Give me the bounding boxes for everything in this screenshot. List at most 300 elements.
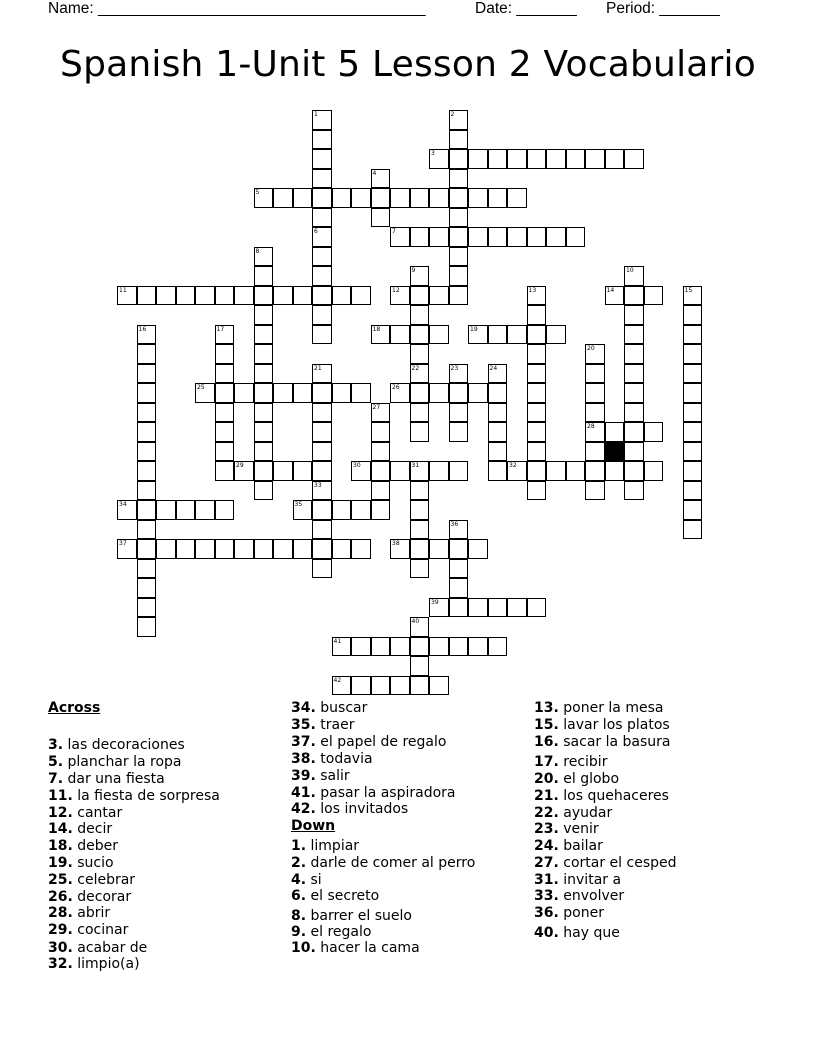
grid-cell[interactable] xyxy=(449,266,469,286)
clue-text: la fiesta de sorpresa xyxy=(72,788,220,804)
grid-cell[interactable] xyxy=(234,286,254,306)
grid-cell[interactable] xyxy=(215,442,235,462)
grid-cell[interactable] xyxy=(644,422,664,442)
clue-number: 20. xyxy=(534,771,559,787)
clue-number: 37. xyxy=(291,734,316,750)
grid-cell[interactable] xyxy=(410,305,430,325)
clue-number-label: 6 xyxy=(314,228,318,235)
grid-cell[interactable] xyxy=(312,559,332,579)
clue-number: 35. xyxy=(291,717,316,733)
clue-text: venir xyxy=(558,821,599,837)
grid-cell[interactable] xyxy=(410,188,430,208)
grid-cell[interactable] xyxy=(312,461,332,481)
grid-cell[interactable] xyxy=(468,539,488,559)
grid-cell[interactable] xyxy=(488,442,508,462)
grid-cell[interactable] xyxy=(527,364,547,384)
clue-number: 7. xyxy=(48,771,64,787)
page-title: Spanish 1-Unit 5 Lesson 2 Vocabulario xyxy=(60,44,756,85)
grid-cell[interactable] xyxy=(293,286,313,306)
grid-cell[interactable] xyxy=(429,286,449,306)
grid-cell[interactable] xyxy=(312,208,332,228)
grid-cell[interactable] xyxy=(351,383,371,403)
clue-text: hacer la cama xyxy=(315,940,420,956)
down-clue xyxy=(534,925,620,941)
grid-cell[interactable] xyxy=(410,539,430,559)
clue-number-label: 35 xyxy=(294,501,303,508)
grid-cell[interactable] xyxy=(624,383,644,403)
grid-cell[interactable] xyxy=(429,539,449,559)
grid-cell[interactable] xyxy=(254,305,274,325)
grid-cell[interactable] xyxy=(449,247,469,267)
grid-cell[interactable] xyxy=(137,461,157,481)
clue-number: 24. xyxy=(534,838,559,854)
clue-number-label: 24 xyxy=(489,364,498,372)
grid-cell[interactable] xyxy=(527,325,547,345)
grid-cell[interactable] xyxy=(410,500,430,520)
grid-cell[interactable] xyxy=(293,188,313,208)
grid-cell[interactable] xyxy=(176,500,196,520)
clue-number-label: 10 xyxy=(626,267,634,274)
grid-cell[interactable] xyxy=(410,383,430,403)
grid-cell[interactable] xyxy=(507,188,527,208)
grid-cell[interactable] xyxy=(254,422,274,442)
grid-cell[interactable] xyxy=(273,383,293,403)
grid-cell[interactable] xyxy=(215,403,235,423)
clue-number: 12. xyxy=(48,805,73,821)
grid-cell[interactable] xyxy=(507,598,527,618)
grid-cell[interactable] xyxy=(488,422,508,442)
grid-cell[interactable] xyxy=(371,422,391,442)
grid-cell[interactable] xyxy=(390,188,410,208)
grid-cell[interactable] xyxy=(254,481,274,501)
down-clue xyxy=(534,734,671,750)
grid-cell[interactable] xyxy=(137,403,157,423)
grid-cell[interactable] xyxy=(585,383,605,403)
grid-cell[interactable] xyxy=(605,149,625,169)
grid-cell[interactable] xyxy=(468,598,488,618)
grid-cell[interactable] xyxy=(566,227,586,247)
grid-cell[interactable] xyxy=(429,461,449,481)
grid-cell[interactable] xyxy=(137,442,157,462)
grid-cell[interactable] xyxy=(137,598,157,618)
grid-cell[interactable] xyxy=(410,344,430,364)
grid-cell[interactable] xyxy=(410,481,430,501)
down-heading: Down xyxy=(291,818,336,834)
grid-cell[interactable] xyxy=(449,598,469,618)
grid-cell[interactable] xyxy=(527,461,547,481)
clue-text: buscar xyxy=(315,700,368,716)
grid-cell[interactable] xyxy=(585,403,605,423)
across-clue xyxy=(48,788,220,804)
grid-cell[interactable] xyxy=(488,637,508,657)
grid-cell[interactable] xyxy=(683,344,703,364)
grid-cell[interactable] xyxy=(449,637,469,657)
down-clue xyxy=(291,872,322,888)
grid-cell[interactable] xyxy=(254,266,274,286)
clue-text: decorar xyxy=(72,889,132,905)
grid-cell[interactable] xyxy=(488,403,508,423)
grid-cell[interactable] xyxy=(527,305,547,325)
clue-text: las decoraciones xyxy=(63,737,185,753)
grid-cell[interactable] xyxy=(351,676,371,696)
grid-cell[interactable] xyxy=(137,286,157,306)
grid-cell[interactable] xyxy=(488,598,508,618)
grid-cell[interactable] xyxy=(449,383,469,403)
grid-cell[interactable] xyxy=(312,247,332,267)
grid-cell[interactable] xyxy=(156,286,176,306)
grid-cell[interactable] xyxy=(449,130,469,150)
grid-cell[interactable] xyxy=(468,383,488,403)
grid-cell[interactable] xyxy=(507,227,527,247)
down-clue xyxy=(291,940,420,956)
grid-cell[interactable] xyxy=(488,149,508,169)
grid-cell[interactable] xyxy=(410,656,430,676)
grid-cell[interactable] xyxy=(371,481,391,501)
grid-cell[interactable] xyxy=(254,325,274,345)
grid-cell[interactable] xyxy=(312,149,332,169)
grid-cell[interactable] xyxy=(546,149,566,169)
grid-cell[interactable] xyxy=(449,188,469,208)
grid-cell[interactable] xyxy=(624,442,644,462)
grid-cell[interactable] xyxy=(624,422,644,442)
grid-cell[interactable] xyxy=(410,422,430,442)
grid-cell[interactable] xyxy=(137,617,157,637)
grid-cell[interactable] xyxy=(137,520,157,540)
grid-cell[interactable] xyxy=(293,383,313,403)
down-clue xyxy=(534,855,677,871)
grid-cell[interactable] xyxy=(683,520,703,540)
grid-cell[interactable] xyxy=(390,676,410,696)
grid-cell[interactable] xyxy=(410,286,430,306)
down-clue xyxy=(291,908,412,924)
grid-cell[interactable] xyxy=(312,500,332,520)
grid-cell[interactable] xyxy=(390,325,410,345)
across-clue xyxy=(291,717,354,733)
down-clue xyxy=(534,821,599,837)
grid-cell[interactable] xyxy=(527,442,547,462)
grid-cell[interactable] xyxy=(234,383,254,403)
grid-cell[interactable] xyxy=(429,325,449,345)
grid-cell[interactable] xyxy=(215,422,235,442)
grid-cell[interactable] xyxy=(312,169,332,189)
grid-cell[interactable] xyxy=(312,286,332,306)
grid-cell[interactable] xyxy=(546,461,566,481)
across-clue xyxy=(48,821,112,837)
clue-number: 17. xyxy=(534,754,559,770)
grid-cell[interactable] xyxy=(605,422,625,442)
grid-cell[interactable] xyxy=(254,286,274,306)
grid-cell[interactable] xyxy=(351,539,371,559)
grid-cell[interactable] xyxy=(585,149,605,169)
grid-cell[interactable] xyxy=(332,383,352,403)
grid-cell[interactable] xyxy=(312,188,332,208)
grid-cell[interactable] xyxy=(351,637,371,657)
grid-cell[interactable] xyxy=(332,286,352,306)
clue-number-label: 23 xyxy=(450,364,459,372)
grid-cell[interactable] xyxy=(273,188,293,208)
grid-cell[interactable] xyxy=(156,500,176,520)
grid-cell[interactable] xyxy=(507,325,527,345)
down-clue xyxy=(534,754,607,770)
down-clue xyxy=(534,888,624,904)
grid-cell[interactable] xyxy=(468,149,488,169)
grid-cell[interactable] xyxy=(683,383,703,403)
grid-cell[interactable] xyxy=(254,344,274,364)
grid-cell[interactable] xyxy=(683,481,703,501)
clue-number: 4. xyxy=(291,872,307,888)
grid-cell[interactable] xyxy=(215,383,235,403)
grid-cell[interactable] xyxy=(449,403,469,423)
grid-cell[interactable] xyxy=(507,149,527,169)
grid-cell[interactable] xyxy=(137,383,157,403)
grid-cell[interactable] xyxy=(429,188,449,208)
grid-cell[interactable] xyxy=(312,383,332,403)
grid-cell[interactable] xyxy=(605,461,625,481)
grid-cell[interactable] xyxy=(254,461,274,481)
grid-cell[interactable] xyxy=(254,364,274,384)
grid-cell[interactable] xyxy=(488,383,508,403)
across-clue xyxy=(291,751,373,767)
grid-cell[interactable] xyxy=(371,208,391,228)
grid-cell[interactable] xyxy=(468,227,488,247)
grid-cell[interactable] xyxy=(351,188,371,208)
across-clue xyxy=(48,922,128,938)
grid-cell[interactable] xyxy=(312,520,332,540)
clue-number: 15. xyxy=(534,717,559,733)
grid-cell[interactable] xyxy=(371,442,391,462)
grid-cell[interactable] xyxy=(624,403,644,423)
clue-text: deber xyxy=(72,838,119,854)
grid-cell[interactable] xyxy=(312,266,332,286)
grid-cell[interactable] xyxy=(624,461,644,481)
grid-cell[interactable] xyxy=(546,227,566,247)
across-clue xyxy=(291,768,350,784)
clue-text: darle de comer al perro xyxy=(306,855,476,871)
grid-cell[interactable] xyxy=(449,227,469,247)
clue-number-label: 13 xyxy=(528,286,537,294)
grid-cell[interactable] xyxy=(215,539,235,559)
grid-cell[interactable] xyxy=(624,364,644,384)
grid-cell[interactable] xyxy=(527,422,547,442)
grid-cell[interactable] xyxy=(488,227,508,247)
across-clue xyxy=(48,838,118,854)
clue-text: los invitados xyxy=(315,801,409,817)
grid-cell[interactable] xyxy=(195,286,215,306)
grid-cell[interactable] xyxy=(410,676,430,696)
grid-cell[interactable] xyxy=(137,344,157,364)
grid-cell[interactable] xyxy=(624,305,644,325)
period-field-label: Period: _______ xyxy=(606,0,720,17)
grid-cell[interactable] xyxy=(410,403,430,423)
grid-cell[interactable] xyxy=(449,208,469,228)
grid-cell[interactable] xyxy=(585,461,605,481)
grid-cell[interactable] xyxy=(585,442,605,462)
grid-cell[interactable] xyxy=(683,422,703,442)
grid-cell[interactable] xyxy=(215,286,235,306)
grid-cell[interactable] xyxy=(195,500,215,520)
grid-cell[interactable] xyxy=(468,188,488,208)
clue-number: 19. xyxy=(48,855,73,871)
across-clue xyxy=(48,956,140,972)
clue-number: 8. xyxy=(291,908,307,924)
grid-cell[interactable] xyxy=(566,149,586,169)
grid-cell[interactable] xyxy=(371,461,391,481)
grid-cell[interactable] xyxy=(624,481,644,501)
clue-number-label: 21 xyxy=(314,364,322,372)
grid-cell[interactable] xyxy=(332,539,352,559)
grid-cell[interactable] xyxy=(137,422,157,442)
grid-cell[interactable] xyxy=(449,539,469,559)
grid-cell[interactable] xyxy=(215,500,235,520)
grid-cell[interactable] xyxy=(488,325,508,345)
grid-cell[interactable] xyxy=(683,461,703,481)
grid-cell[interactable] xyxy=(312,325,332,345)
grid-cell[interactable] xyxy=(644,286,664,306)
grid-cell[interactable] xyxy=(449,461,469,481)
grid-cell[interactable] xyxy=(371,637,391,657)
grid-cell[interactable] xyxy=(176,539,196,559)
grid-cell[interactable] xyxy=(371,188,391,208)
grid-cell[interactable] xyxy=(410,520,430,540)
down-clue xyxy=(534,717,670,733)
clue-number-label: 30 xyxy=(353,462,361,469)
grid-cell[interactable] xyxy=(410,227,430,247)
grid-cell[interactable] xyxy=(527,403,547,423)
grid-cell[interactable] xyxy=(234,539,254,559)
grid-cell[interactable] xyxy=(527,227,547,247)
grid-cell[interactable] xyxy=(449,149,469,169)
grid-cell[interactable] xyxy=(137,559,157,579)
grid-cell[interactable] xyxy=(566,461,586,481)
clue-number-label: 7 xyxy=(392,228,396,235)
grid-cell[interactable] xyxy=(195,539,215,559)
grid-cell[interactable] xyxy=(371,676,391,696)
grid-cell[interactable] xyxy=(137,364,157,384)
grid-cell[interactable] xyxy=(429,676,449,696)
clue-number-label: 15 xyxy=(684,286,693,294)
grid-cell[interactable] xyxy=(293,461,313,481)
grid-cell[interactable] xyxy=(312,422,332,442)
grid-cell[interactable] xyxy=(683,305,703,325)
grid-cell[interactable] xyxy=(585,481,605,501)
grid-cell[interactable] xyxy=(273,539,293,559)
clue-text: decir xyxy=(72,821,113,837)
grid-cell[interactable] xyxy=(410,637,430,657)
grid-cell[interactable] xyxy=(215,461,235,481)
grid-cell[interactable] xyxy=(449,559,469,579)
grid-cell[interactable] xyxy=(683,442,703,462)
grid-cell[interactable] xyxy=(332,188,352,208)
clue-number-label: 5 xyxy=(255,189,260,196)
grid-cell[interactable] xyxy=(137,578,157,598)
grid-cell[interactable] xyxy=(410,325,430,345)
grid-cell[interactable] xyxy=(137,500,157,520)
grid-cell[interactable] xyxy=(273,286,293,306)
grid-cell[interactable] xyxy=(449,422,469,442)
grid-cell[interactable] xyxy=(312,305,332,325)
grid-cell[interactable] xyxy=(527,344,547,364)
clue-number: 42. xyxy=(291,801,316,817)
grid-cell[interactable] xyxy=(137,481,157,501)
clue-number-label: 36 xyxy=(450,520,459,528)
grid-cell[interactable] xyxy=(527,383,547,403)
grid-cell[interactable] xyxy=(351,500,371,520)
grid-cell[interactable] xyxy=(449,286,469,306)
grid-cell[interactable] xyxy=(683,403,703,423)
grid-cell[interactable] xyxy=(468,637,488,657)
grid-cell[interactable] xyxy=(254,539,274,559)
grid-cell[interactable] xyxy=(254,442,274,462)
grid-cell[interactable] xyxy=(390,637,410,657)
grid-cell[interactable] xyxy=(488,188,508,208)
grid-cell[interactable] xyxy=(312,130,332,150)
grid-cell[interactable] xyxy=(624,286,644,306)
grid-cell[interactable] xyxy=(156,539,176,559)
grid-cell[interactable] xyxy=(449,578,469,598)
grid-cell[interactable] xyxy=(312,403,332,423)
down-clue xyxy=(534,700,663,716)
across-clue xyxy=(291,785,456,801)
grid-cell[interactable] xyxy=(683,500,703,520)
grid-cell[interactable] xyxy=(351,286,371,306)
clue-number: 5. xyxy=(48,754,64,770)
clue-number-label: 16 xyxy=(138,325,147,333)
grid-cell[interactable] xyxy=(585,364,605,384)
across-clue xyxy=(291,734,446,750)
grid-cell[interactable] xyxy=(254,383,274,403)
grid-cell[interactable] xyxy=(546,325,566,345)
grid-cell[interactable] xyxy=(429,637,449,657)
clue-number: 26. xyxy=(48,889,73,905)
grid-cell[interactable] xyxy=(527,149,547,169)
grid-cell[interactable] xyxy=(215,344,235,364)
clue-text: limpiar xyxy=(306,838,360,854)
grid-cell[interactable] xyxy=(312,442,332,462)
grid-cell[interactable] xyxy=(254,403,274,423)
grid-cell[interactable] xyxy=(644,461,664,481)
across-clue xyxy=(48,771,165,787)
grid-cell[interactable] xyxy=(488,461,508,481)
grid-cell[interactable] xyxy=(429,383,449,403)
grid-cell[interactable] xyxy=(683,325,703,345)
grid-cell[interactable] xyxy=(624,344,644,364)
grid-cell[interactable] xyxy=(312,539,332,559)
grid-cell[interactable] xyxy=(527,598,547,618)
black-cell xyxy=(605,442,625,462)
grid-cell[interactable] xyxy=(527,481,547,501)
clue-text: cantar xyxy=(72,805,123,821)
grid-cell[interactable] xyxy=(624,149,644,169)
grid-cell[interactable] xyxy=(410,559,430,579)
grid-cell[interactable] xyxy=(273,461,293,481)
grid-cell[interactable] xyxy=(293,539,313,559)
down-clue xyxy=(291,855,475,871)
grid-cell[interactable] xyxy=(137,539,157,559)
grid-cell[interactable] xyxy=(332,500,352,520)
grid-cell[interactable] xyxy=(390,461,410,481)
clue-text: hay que xyxy=(558,925,620,941)
grid-cell[interactable] xyxy=(215,364,235,384)
grid-cell[interactable] xyxy=(371,500,391,520)
grid-cell[interactable] xyxy=(624,325,644,345)
grid-cell[interactable] xyxy=(176,286,196,306)
grid-cell[interactable] xyxy=(683,364,703,384)
clue-number-label: 11 xyxy=(119,286,127,294)
grid-cell[interactable] xyxy=(449,169,469,189)
clue-number: 27. xyxy=(534,855,559,871)
clue-number-label: 26 xyxy=(392,384,400,391)
grid-cell[interactable] xyxy=(429,227,449,247)
